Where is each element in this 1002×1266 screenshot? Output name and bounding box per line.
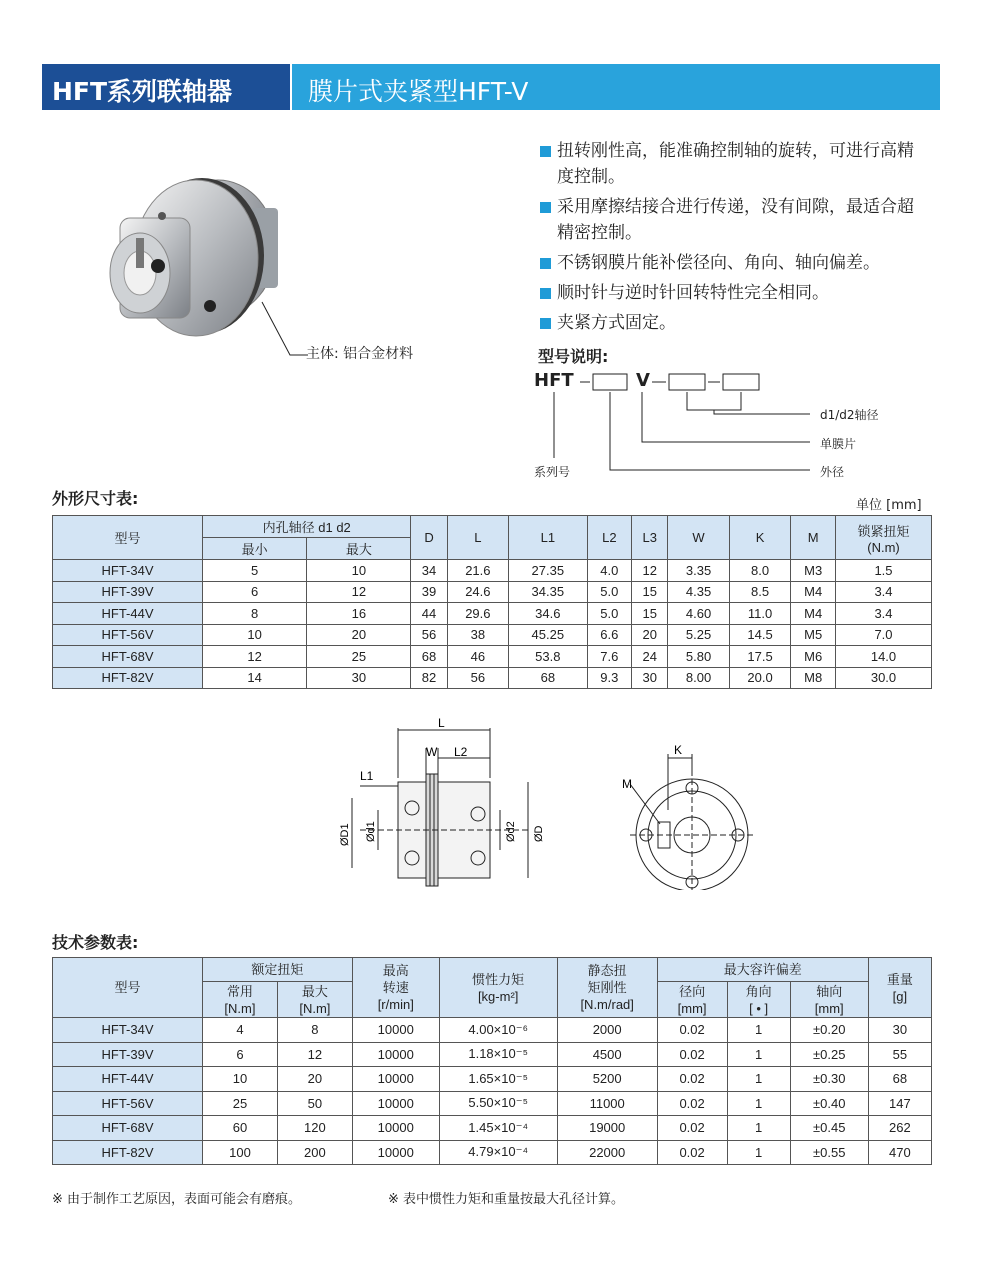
- table-cell: 15: [632, 581, 668, 603]
- col-normal: 常用 [N.m]: [203, 982, 278, 1018]
- col-speed: 最高 转速 [r/min]: [352, 958, 439, 1018]
- table-cell: 10000: [352, 1091, 439, 1116]
- model-explain-title: 型号说明:: [538, 347, 609, 366]
- col-D: D: [411, 516, 447, 560]
- table-cell: 20.0: [729, 667, 791, 689]
- table-row: [53, 1140, 932, 1165]
- table-cell: 0.02: [657, 1140, 727, 1165]
- table-row: [53, 1116, 932, 1141]
- table-cell: 9.3: [587, 667, 632, 689]
- table-cell: 10: [203, 624, 307, 646]
- table-cell: 8.0: [729, 560, 791, 582]
- table-cell: 1: [727, 1042, 790, 1067]
- model-cell: HFT-82V: [53, 1140, 203, 1165]
- table-cell: 8.00: [668, 667, 730, 689]
- table-cell: 14.0: [836, 646, 932, 668]
- table-row: [53, 1018, 932, 1043]
- table-cell: 56: [447, 667, 509, 689]
- table-cell: 5.0: [587, 603, 632, 625]
- footnote-1: ※ 由于制作工艺原因，表面可能会有磨痕。: [52, 1192, 302, 1207]
- col-L2: L2: [587, 516, 632, 560]
- label-single-disc: 单膜片: [820, 437, 857, 451]
- model-prefix: HFT: [534, 370, 574, 391]
- table-cell: 12: [632, 560, 668, 582]
- table-cell: 34.35: [509, 581, 587, 603]
- table-cell: 2000: [557, 1018, 657, 1043]
- table-cell: 10: [203, 1067, 278, 1092]
- table-cell: 45.25: [509, 624, 587, 646]
- table-cell: ±0.20: [790, 1018, 868, 1043]
- table-cell: 60: [203, 1116, 278, 1141]
- table-cell: 25: [307, 646, 411, 668]
- dim-L2: L2: [454, 745, 468, 759]
- table-cell: 30: [632, 667, 668, 689]
- dim-K: K: [674, 743, 683, 757]
- model-cell: HFT-44V: [53, 603, 203, 625]
- table-cell: 55: [868, 1042, 931, 1067]
- table-cell: 20: [307, 624, 411, 646]
- table-cell: ±0.45: [790, 1116, 868, 1141]
- table-cell: 6: [203, 1042, 278, 1067]
- table-cell: 30: [868, 1018, 931, 1043]
- table-cell: M4: [791, 603, 836, 625]
- col-L: L: [447, 516, 509, 560]
- table-cell: 4500: [557, 1042, 657, 1067]
- table-cell: ±0.25: [790, 1042, 868, 1067]
- table-cell: ±0.40: [790, 1091, 868, 1116]
- table-cell: M3: [791, 560, 836, 582]
- table-cell: 16: [307, 603, 411, 625]
- label-series: 系列号: [534, 465, 571, 479]
- col-stiffness: 静态扭 矩刚性 [N.m/rad]: [557, 958, 657, 1018]
- table-row: [53, 646, 932, 668]
- tech-table: [52, 957, 932, 1165]
- dim-L: L: [438, 718, 445, 730]
- table-cell: 5.80: [668, 646, 730, 668]
- table-cell: 14: [203, 667, 307, 689]
- table-cell: 56: [411, 624, 447, 646]
- table-cell: 17.5: [729, 646, 791, 668]
- model-cell: HFT-68V: [53, 1116, 203, 1141]
- table-cell: 10000: [352, 1018, 439, 1043]
- model-cell: HFT-39V: [53, 1042, 203, 1067]
- table-cell: 24.6: [447, 581, 509, 603]
- table-cell: ±0.30: [790, 1067, 868, 1092]
- table-row: [53, 624, 932, 646]
- table-cell: 34: [411, 560, 447, 582]
- table-cell: 4.60: [668, 603, 730, 625]
- col-weight: 重量 [g]: [868, 958, 931, 1018]
- col-L1: L1: [509, 516, 587, 560]
- table-cell: 120: [277, 1116, 352, 1141]
- table-cell: 10000: [352, 1067, 439, 1092]
- label-bore: d1/d2轴径: [820, 408, 879, 422]
- table-cell: 68: [509, 667, 587, 689]
- table-cell: 1.45×10⁻⁴: [439, 1116, 557, 1141]
- col-radial: 径向 [mm]: [657, 982, 727, 1018]
- table-cell: 7.6: [587, 646, 632, 668]
- table-cell: 0.02: [657, 1067, 727, 1092]
- model-cell: HFT-34V: [53, 560, 203, 582]
- bullet-icon: [540, 288, 551, 299]
- table-cell: 0.02: [657, 1091, 727, 1116]
- label-outer-dia: 外径: [820, 465, 845, 479]
- table-cell: 50: [277, 1091, 352, 1116]
- table-cell: 200: [277, 1140, 352, 1165]
- table-row: [53, 1042, 932, 1067]
- tech-table-title: 技术参数表:: [52, 933, 139, 952]
- col-axial: 轴向 [mm]: [790, 982, 868, 1018]
- table-cell: M8: [791, 667, 836, 689]
- table-cell: 12: [277, 1042, 352, 1067]
- table-cell: 53.8: [509, 646, 587, 668]
- footnote-2: ※ 表中惯性力矩和重量按最大孔径计算。: [388, 1192, 625, 1207]
- table-cell: 12: [203, 646, 307, 668]
- subtitle-block: [292, 64, 940, 110]
- table-cell: 29.6: [447, 603, 509, 625]
- table-cell: 1: [727, 1018, 790, 1043]
- table-cell: 3.4: [836, 603, 932, 625]
- table-cell: 6: [203, 581, 307, 603]
- dim-table-title: 外形尺寸表:: [52, 489, 139, 508]
- table-cell: 46: [447, 646, 509, 668]
- col-W: W: [668, 516, 730, 560]
- table-cell: 3.35: [668, 560, 730, 582]
- table-cell: 10000: [352, 1140, 439, 1165]
- col-max: 最大: [307, 538, 411, 560]
- feature-item: 顺时针与逆时针回转特性完全相同。: [540, 280, 930, 306]
- dim-d1: Ød1: [365, 821, 377, 842]
- col-model: 型号: [53, 958, 203, 1018]
- table-cell: M6: [791, 646, 836, 668]
- table-cell: 30.0: [836, 667, 932, 689]
- feature-item: 不锈钢膜片能补偿径向、角向、轴向偏差。: [540, 250, 930, 276]
- table-cell: 11000: [557, 1091, 657, 1116]
- table-cell: 27.35: [509, 560, 587, 582]
- table-cell: 10000: [352, 1042, 439, 1067]
- table-cell: 10: [307, 560, 411, 582]
- table-cell: 5.0: [587, 581, 632, 603]
- table-cell: 100: [203, 1140, 278, 1165]
- col-model: 型号: [53, 516, 203, 560]
- table-cell: 5.25: [668, 624, 730, 646]
- model-v: V: [636, 370, 650, 391]
- col-L3: L3: [632, 516, 668, 560]
- col-K: K: [729, 516, 791, 560]
- table-cell: 39: [411, 581, 447, 603]
- table-cell: 5200: [557, 1067, 657, 1092]
- col-rated-torque: 额定扭矩: [203, 958, 353, 982]
- model-cell: HFT-44V: [53, 1067, 203, 1092]
- model-cell: HFT-39V: [53, 581, 203, 603]
- series-title-block: [42, 64, 290, 110]
- model-cell: HFT-56V: [53, 1091, 203, 1116]
- table-cell: 4.79×10⁻⁴: [439, 1140, 557, 1165]
- bullet-icon: [540, 202, 551, 213]
- table-cell: 262: [868, 1116, 931, 1141]
- table-cell: 24: [632, 646, 668, 668]
- material-label: 主体: 铝合金材料: [306, 346, 414, 362]
- table-cell: 1.65×10⁻⁵: [439, 1067, 557, 1092]
- col-bore: 内孔轴径 d1 d2: [203, 516, 411, 538]
- tech-table-body: [53, 1018, 932, 1165]
- table-cell: 1.5: [836, 560, 932, 582]
- col-torque: 锁紧扭矩 (N.m): [836, 516, 932, 560]
- model-cell: HFT-82V: [53, 667, 203, 689]
- table-row: [53, 1067, 932, 1092]
- col-max: 最大 [N.m]: [277, 982, 352, 1018]
- dim-D: ØD: [533, 825, 545, 842]
- col-inertia: 惯性力矩 [kg-m²]: [439, 958, 557, 1018]
- bullet-icon: [540, 146, 551, 157]
- front-view-drawing: [610, 740, 770, 890]
- table-cell: 14.5: [729, 624, 791, 646]
- table-cell: M5: [791, 624, 836, 646]
- table-cell: 4.0: [587, 560, 632, 582]
- dim-W: W: [426, 745, 438, 759]
- table-cell: 7.0: [836, 624, 932, 646]
- model-cell: HFT-68V: [53, 646, 203, 668]
- table-cell: 1: [727, 1067, 790, 1092]
- table-cell: 22000: [557, 1140, 657, 1165]
- table-cell: 470: [868, 1140, 931, 1165]
- table-cell: 68: [411, 646, 447, 668]
- table-cell: 0.02: [657, 1116, 727, 1141]
- callout-line: [260, 300, 310, 360]
- table-cell: 6.6: [587, 624, 632, 646]
- table-cell: 12: [307, 581, 411, 603]
- table-cell: 1: [727, 1091, 790, 1116]
- dim-D1: ØD1: [339, 823, 351, 846]
- table-cell: 8: [277, 1018, 352, 1043]
- table-cell: 25: [203, 1091, 278, 1116]
- table-cell: 1: [727, 1116, 790, 1141]
- model-code-lines: [530, 368, 910, 488]
- table-cell: 20: [277, 1067, 352, 1092]
- series-title: HFT系列联轴器: [52, 77, 233, 106]
- table-cell: 1.18×10⁻⁵: [439, 1042, 557, 1067]
- product-subtitle: 膜片式夹紧型HFT-V: [308, 77, 529, 106]
- table-cell: 10000: [352, 1116, 439, 1141]
- table-cell: 82: [411, 667, 447, 689]
- table-cell: 4: [203, 1018, 278, 1043]
- unit-label: 单位 [mm]: [856, 498, 922, 513]
- feature-item: 夹紧方式固定。: [540, 310, 930, 336]
- table-cell: 11.0: [729, 603, 791, 625]
- table-cell: 38: [447, 624, 509, 646]
- dim-M: M: [622, 777, 632, 791]
- col-misalign: 最大容许偏差: [657, 958, 868, 982]
- model-code-diagram: [530, 368, 910, 488]
- col-angular: 角向 [ • ]: [727, 982, 790, 1018]
- table-row: [53, 1091, 932, 1116]
- table-cell: M4: [791, 581, 836, 603]
- table-cell: 30: [307, 667, 411, 689]
- table-cell: 1: [727, 1140, 790, 1165]
- table-row: [53, 603, 932, 625]
- bullet-icon: [540, 318, 551, 329]
- feature-item: 扭转刚性高，能准确控制轴的旋转，可进行高精度控制。: [540, 138, 930, 190]
- table-cell: ±0.55: [790, 1140, 868, 1165]
- table-cell: 21.6: [447, 560, 509, 582]
- side-view-drawing: [330, 718, 560, 893]
- table-cell: 68: [868, 1067, 931, 1092]
- table-cell: 5: [203, 560, 307, 582]
- table-cell: 3.4: [836, 581, 932, 603]
- table-cell: 44: [411, 603, 447, 625]
- table-cell: 0.02: [657, 1042, 727, 1067]
- model-cell: HFT-56V: [53, 624, 203, 646]
- table-cell: 147: [868, 1091, 931, 1116]
- table-cell: 15: [632, 603, 668, 625]
- table-cell: 4.35: [668, 581, 730, 603]
- feature-item: 采用摩擦结接合进行传递，没有间隙，最适合超精密控制。: [540, 194, 930, 246]
- table-cell: 34.6: [509, 603, 587, 625]
- dimension-table-body: [53, 560, 932, 689]
- table-row: [53, 560, 932, 582]
- table-cell: 19000: [557, 1116, 657, 1141]
- table-cell: 4.00×10⁻⁶: [439, 1018, 557, 1043]
- col-min: 最小: [203, 538, 307, 560]
- table-row: [53, 581, 932, 603]
- page-header: [42, 64, 940, 110]
- table-row: [53, 667, 932, 689]
- col-M: M: [791, 516, 836, 560]
- table-cell: 20: [632, 624, 668, 646]
- table-cell: 5.50×10⁻⁵: [439, 1091, 557, 1116]
- bullet-icon: [540, 258, 551, 269]
- table-cell: 0.02: [657, 1018, 727, 1043]
- dim-d2: Ød2: [505, 821, 517, 842]
- model-cell: HFT-34V: [53, 1018, 203, 1043]
- table-cell: 8: [203, 603, 307, 625]
- feature-list: [540, 138, 930, 340]
- dim-L1: L1: [360, 769, 374, 783]
- table-cell: 8.5: [729, 581, 791, 603]
- dimension-table: [52, 515, 932, 689]
